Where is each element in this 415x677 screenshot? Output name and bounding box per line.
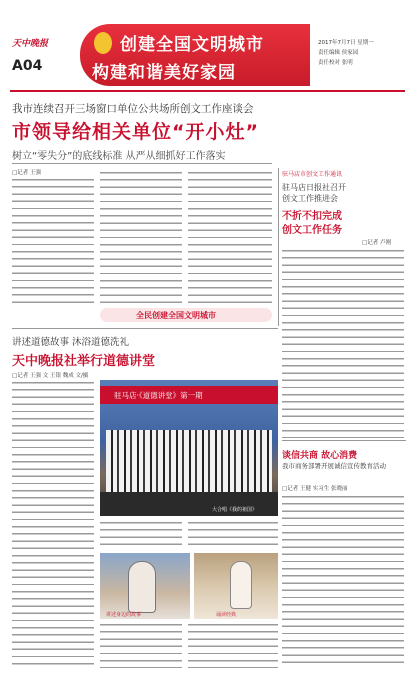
second-col-1: [12, 380, 94, 550]
issue-date: 2017年7月7日 星期一: [318, 40, 374, 46]
masthead-rule: [10, 90, 405, 92]
main-byline: □记者 王强: [12, 170, 41, 176]
second-col-5: [188, 622, 278, 668]
page-number: A04: [12, 58, 43, 74]
speaker-photo: [100, 553, 190, 619]
sidebar-top-label: 驻马店市创文工作通讯: [282, 171, 343, 178]
paper-logo: 天中晚报: [12, 39, 49, 49]
stage-banner: [100, 386, 278, 404]
main-headline: 市领导给相关单位“开小灶”: [12, 121, 259, 143]
banner-lantern-icon: [94, 32, 112, 54]
sidebar-bottom-subtitle: 我市商务部署开展诚信宣传教育活动: [282, 462, 386, 470]
sidebar-bottom-title: 谈信共商 故心消费: [282, 451, 358, 461]
speaker-figure: [128, 561, 156, 613]
main-col-1: [12, 177, 94, 305]
sidebar-top-title-2: 创文工作推进会: [282, 194, 338, 203]
photo-caption-3: 诵读经典: [216, 612, 237, 618]
slogan-text: 全民创建全国文明城市: [136, 311, 216, 320]
column-divider-bottom: [282, 440, 406, 441]
sidebar-top-title-1: 驻马店日报社召开: [282, 183, 346, 192]
sidebar-bottom: [282, 446, 406, 670]
column-divider-top: [278, 168, 279, 326]
section-divider: [12, 328, 278, 329]
main-head-rule: [12, 163, 272, 164]
sidebar-top-byline: □记者 卢刚: [362, 240, 391, 246]
sidebar-top: [282, 164, 406, 326]
masthead: [0, 0, 415, 95]
second-headline: 天中晚报社举行道德讲堂: [12, 354, 156, 369]
sidebar-top-title-4: 创文工作任务: [282, 225, 342, 236]
sidebar-top-title-3: 不折不扣完成: [282, 211, 342, 222]
editor-line: 责任编辑 侯家园: [318, 50, 359, 56]
second-col-4: [100, 622, 182, 668]
second-col-3: [188, 520, 278, 550]
banner-title-line1: 创建全国文明城市: [120, 35, 264, 55]
slogan-strip: [100, 308, 272, 322]
photo-caption-1: 大合唱《我的祖国》: [212, 507, 258, 513]
proofreader-line: 责任校对 张明: [318, 60, 353, 66]
main-col-3: [188, 170, 272, 305]
main-subhead: 树立“零失分”的底线标准 从严从细抓好工作落实: [12, 151, 226, 162]
stage-photo: [100, 380, 278, 516]
second-kicker: 讲述道德故事 沐浴道德洗礼: [12, 337, 130, 348]
main-col-2: [100, 170, 182, 305]
banner-title-line2: 构建和谐美好家园: [92, 63, 236, 83]
second-col-bottom: [12, 553, 94, 669]
reader-figure: [230, 561, 252, 609]
choir-group: [106, 430, 272, 492]
stage-banner-text: 驻马店·《道德讲堂》第一期: [114, 391, 203, 400]
second-byline: □记者 王强 文 王银 魏成 文/摄: [12, 373, 89, 379]
sidebar-bottom-body: [282, 494, 404, 668]
second-col-2: [100, 520, 182, 550]
sidebar-top-body: [282, 248, 404, 438]
sidebar-bottom-byline: □记者 王健 实习生 张晓丽: [282, 486, 348, 492]
photo-caption-2: 讲述身边的故事: [106, 612, 142, 618]
main-kicker: 我市连续召开三场窗口单位公共场所创文工作座谈会: [12, 103, 254, 115]
reading-photo: [194, 553, 278, 619]
banner-graphic: [80, 24, 310, 86]
